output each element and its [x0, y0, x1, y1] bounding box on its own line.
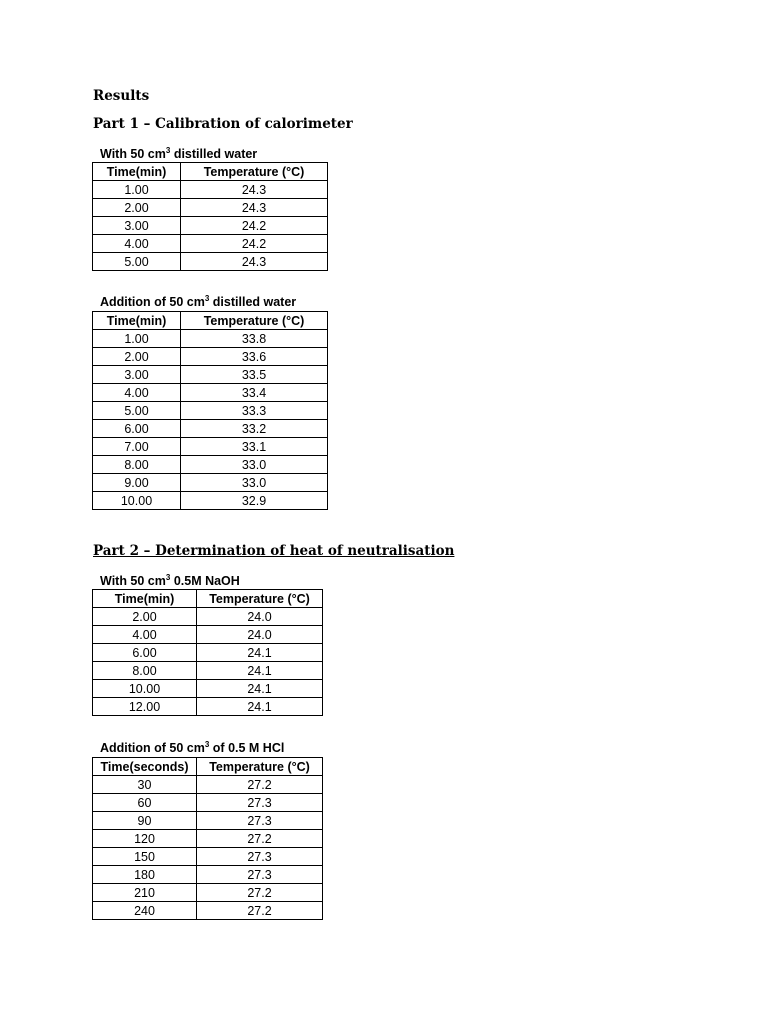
- table-row: [93, 830, 323, 848]
- table-row: [93, 608, 323, 626]
- temperature-cell: 33.4: [181, 384, 328, 402]
- table-row: [93, 348, 328, 366]
- time-cell: 2.00: [93, 199, 181, 217]
- time-cell: 9.00: [93, 474, 181, 492]
- time-cell: 2.00: [93, 608, 197, 626]
- temperature-cell: 33.5: [181, 366, 328, 384]
- temperature-cell: 33.0: [181, 474, 328, 492]
- part2-title: Part 2 – Determination of heat of neutralisation: [93, 543, 455, 559]
- table3-caption: With 50 $cm^3$ 0.5M NaOH: [100, 573, 240, 589]
- time-cell: 4.00: [93, 235, 181, 253]
- temperature-cell: 27.3: [197, 848, 323, 866]
- time-cell: 210: [93, 884, 197, 902]
- temperature-cell: 24.2: [181, 235, 328, 253]
- time-cell: 90: [93, 812, 197, 830]
- header-row: [93, 312, 328, 330]
- time-cell: 60: [93, 794, 197, 812]
- table-row: [93, 235, 328, 253]
- table1-caption: With 50 $cm^3$ distilled water: [100, 146, 258, 162]
- temperature-cell: 33.1: [181, 438, 328, 456]
- temperature-cell: 24.3: [181, 253, 328, 271]
- time-cell: 1.00: [93, 330, 181, 348]
- temperature-cell: 27.2: [197, 776, 323, 794]
- temperature-cell: 24.2: [181, 217, 328, 235]
- table-row: [93, 402, 328, 420]
- time-cell: 4.00: [93, 384, 181, 402]
- time-cell: 4.00: [93, 626, 197, 644]
- header-row: [93, 590, 323, 608]
- column-header: Temperature (°C): [181, 312, 328, 330]
- temperature-cell: 27.3: [197, 866, 323, 884]
- table-row: [93, 644, 323, 662]
- time-cell: 8.00: [93, 662, 197, 680]
- temperature-cell: 24.1: [197, 698, 323, 716]
- temperature-cell: 24.1: [197, 644, 323, 662]
- time-cell: 30: [93, 776, 197, 794]
- table-row: [93, 217, 328, 235]
- table-row: [93, 866, 323, 884]
- table2-caption: Addition of 50 $cm^3$ distilled water: [100, 294, 297, 310]
- time-cell: 120: [93, 830, 197, 848]
- table-row: [93, 902, 323, 920]
- table-row: [93, 438, 328, 456]
- temperature-cell: 27.2: [197, 884, 323, 902]
- hcl-table: [92, 757, 323, 920]
- table-row: [93, 253, 328, 271]
- temperature-cell: 33.3: [181, 402, 328, 420]
- time-cell: 180: [93, 866, 197, 884]
- table4-caption: Addition of 50 $cm^3$ of 0.5 M HCl: [100, 740, 285, 756]
- table-row: [93, 812, 323, 830]
- results-heading: Results: [93, 88, 150, 104]
- temperature-cell: 33.6: [181, 348, 328, 366]
- temperature-cell: 24.1: [197, 662, 323, 680]
- column-header: Time(min): [93, 163, 181, 181]
- table-row: [93, 366, 328, 384]
- table-row: [93, 794, 323, 812]
- table-row: [93, 330, 328, 348]
- temperature-cell: 27.2: [197, 902, 323, 920]
- temperature-cell: 27.3: [197, 812, 323, 830]
- column-header: Temperature (°C): [181, 163, 328, 181]
- table-row: [93, 698, 323, 716]
- column-header: Time(seconds): [93, 758, 197, 776]
- time-cell: 1.00: [93, 181, 181, 199]
- time-cell: 5.00: [93, 402, 181, 420]
- column-header: Temperature (°C): [197, 590, 323, 608]
- table-row: [93, 181, 328, 199]
- table-row: [93, 848, 323, 866]
- naoh-table: [92, 589, 323, 716]
- temperature-cell: 24.0: [197, 608, 323, 626]
- table-row: [93, 456, 328, 474]
- temperature-cell: 33.8: [181, 330, 328, 348]
- column-header: Time(min): [93, 312, 181, 330]
- table-row: [93, 884, 323, 902]
- calibration-addition-table: [92, 311, 328, 510]
- temperature-cell: 27.3: [197, 794, 323, 812]
- table-row: [93, 474, 328, 492]
- time-cell: 3.00: [93, 217, 181, 235]
- header-row: [93, 758, 323, 776]
- time-cell: 6.00: [93, 420, 181, 438]
- part1-title: Part 1 – Calibration of calorimeter: [93, 116, 353, 132]
- time-cell: 8.00: [93, 456, 181, 474]
- temperature-cell: 24.1: [197, 680, 323, 698]
- time-cell: 7.00: [93, 438, 181, 456]
- temperature-cell: 24.3: [181, 181, 328, 199]
- time-cell: 10.00: [93, 492, 181, 510]
- temperature-cell: 32.9: [181, 492, 328, 510]
- time-cell: 10.00: [93, 680, 197, 698]
- header-row: [93, 163, 328, 181]
- table-row: [93, 384, 328, 402]
- time-cell: 5.00: [93, 253, 181, 271]
- time-cell: 240: [93, 902, 197, 920]
- table-row: [93, 776, 323, 794]
- table-row: [93, 492, 328, 510]
- calibration-water-table: [92, 162, 328, 271]
- table-row: [93, 199, 328, 217]
- time-cell: 12.00: [93, 698, 197, 716]
- column-header: Time(min): [93, 590, 197, 608]
- table-row: [93, 420, 328, 438]
- time-cell: 2.00: [93, 348, 181, 366]
- column-header: Temperature (°C): [197, 758, 323, 776]
- table-row: [93, 626, 323, 644]
- temperature-cell: 33.0: [181, 456, 328, 474]
- time-cell: 150: [93, 848, 197, 866]
- temperature-cell: 24.3: [181, 199, 328, 217]
- time-cell: 6.00: [93, 644, 197, 662]
- temperature-cell: 24.0: [197, 626, 323, 644]
- table-row: [93, 662, 323, 680]
- temperature-cell: 33.2: [181, 420, 328, 438]
- table-row: [93, 680, 323, 698]
- temperature-cell: 27.2: [197, 830, 323, 848]
- time-cell: 3.00: [93, 366, 181, 384]
